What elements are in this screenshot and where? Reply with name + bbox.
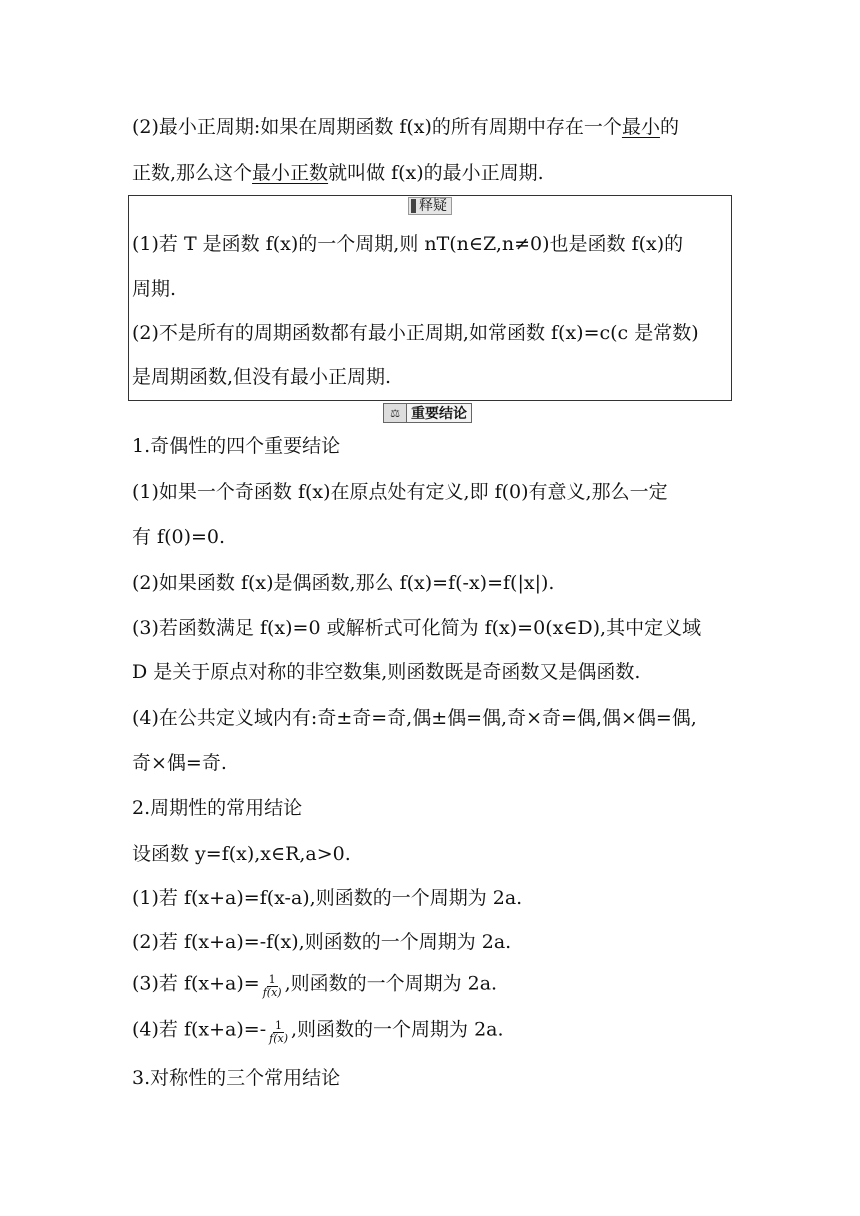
fraction: $\frac{1}{f(x)}$ bbox=[262, 973, 282, 1000]
symmetry-heading: 3.对称性的三个常用结论 bbox=[132, 1067, 341, 1089]
clarify-line: 周期. bbox=[132, 278, 177, 300]
scale-icon: ⚖ bbox=[384, 404, 407, 422]
conclusion-line: 有 f(0)=0. bbox=[132, 526, 226, 548]
clarification-tag: 释疑 bbox=[408, 197, 452, 215]
conclusion-line: (2)如果函数 f(x)是偶函数,那么 f(x)=f(-x)=f(|x|). bbox=[132, 572, 555, 594]
period-item-4: (4)若 f(x+a)=- $\frac{1}{f(x)}$ ,则函数的一个周期为 2a. bbox=[132, 1018, 504, 1046]
conclusion-line: (3)若函数满足 f(x)=0 或解析式可化简为 f(x)=0(x∈D),其中定义域 bbox=[132, 617, 702, 639]
conclusion-line: (1)如果一个奇函数 f(x)在原点处有定义,即 f(0)有意义,那么一定 bbox=[132, 481, 668, 503]
conclusion-line: (4)在公共定义域内有:奇±奇=奇,偶±偶=偶,奇×奇=偶,偶×偶=偶, bbox=[132, 707, 697, 729]
clarify-line: (2)不是所有的周期函数都有最小正周期,如常函数 f(x)=c(c 是常数) bbox=[132, 322, 699, 344]
underlined-term: 最小 bbox=[621, 116, 660, 138]
important-conclusions-tag: ⚖ 重要结论 bbox=[383, 403, 472, 423]
conclusion-line: (2)若 f(x+a)=-f(x),则函数的一个周期为 2a. bbox=[132, 931, 512, 953]
min-period-line-1: (2)最小正周期:如果在周期函数 f(x)的所有周期中存在一个最小的 bbox=[132, 116, 679, 138]
tag-bar-icon bbox=[411, 199, 416, 213]
conclusion-line: 奇×偶=奇. bbox=[132, 752, 227, 774]
conclusion-line: 1.奇偶性的四个重要结论 bbox=[132, 435, 341, 457]
conclusion-line: 2.周期性的常用结论 bbox=[132, 797, 303, 819]
conclusion-line: 设函数 y=f(x),x∈R,a>0. bbox=[132, 843, 351, 865]
min-period-line-2: 正数,那么这个最小正数就叫做 f(x)的最小正周期. bbox=[132, 162, 544, 184]
conclusion-line: (1)若 f(x+a)=f(x-a),则函数的一个周期为 2a. bbox=[132, 887, 523, 909]
period-item-3: (3)若 f(x+a)= $\frac{1}{f(x)}$ ,则函数的一个周期为 2a. bbox=[132, 972, 498, 1000]
clarify-line: (1)若 T 是函数 f(x)的一个周期,则 nT(n∈Z,n≠0)也是函数 f(x)的 bbox=[132, 233, 684, 255]
underlined-term: 最小正数 bbox=[252, 162, 329, 184]
conclusion-line: D 是关于原点对称的非空数集,则函数既是奇函数又是偶函数. bbox=[132, 661, 641, 683]
fraction: $\frac{1}{f(x)}$ bbox=[269, 1019, 288, 1046]
clarify-line: 是周期函数,但没有最小正周期. bbox=[132, 366, 392, 388]
